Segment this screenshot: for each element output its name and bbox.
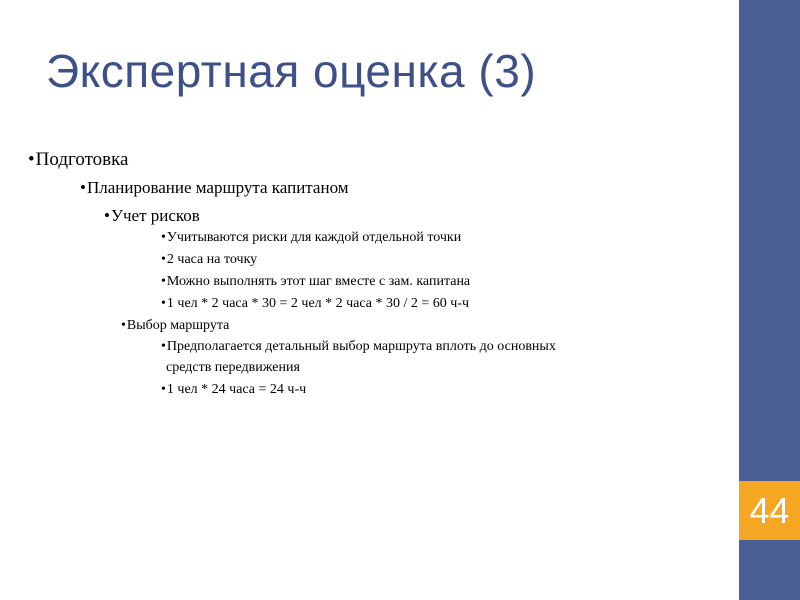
bullet-text: 1 чел * 2 часа * 30 = 2 чел * 2 часа * 30 / 2 = 60 ч-ч bbox=[166, 296, 470, 311]
bullet-route-planning bbox=[80, 178, 349, 198]
bullet-detailed-choice-continuation: средств передвижения bbox=[166, 360, 300, 375]
bullet-dot: • bbox=[104, 206, 110, 225]
bullet-text: Можно выполнять этот шаг вместе с зам. капитана bbox=[166, 274, 471, 289]
bullet-dot: • bbox=[80, 178, 86, 197]
bullet-dot: • bbox=[161, 252, 166, 267]
bullet-dot: • bbox=[121, 318, 126, 333]
bullet-dot: • bbox=[161, 296, 166, 311]
bullet-two-hours bbox=[161, 252, 257, 268]
slide-title: Экспертная оценка (3) bbox=[46, 45, 537, 97]
bullet-preparation bbox=[28, 149, 128, 171]
page-number-badge: 44 bbox=[739, 481, 800, 540]
bullet-dot: • bbox=[161, 382, 166, 397]
bullet-text: Учет рисков bbox=[110, 206, 200, 225]
bullet-detailed-choice bbox=[161, 339, 556, 355]
bullet-dot: • bbox=[161, 230, 166, 245]
bullet-dot: • bbox=[161, 274, 166, 289]
bullet-risk-accounting bbox=[104, 206, 200, 226]
bullet-text: Учитываются риски для каждой отдельной точки bbox=[166, 230, 462, 245]
bullet-text: Подготовка bbox=[35, 149, 129, 170]
bullet-text: Предполагается детальный выбор маршрута вплоть до основных bbox=[166, 339, 556, 354]
bullet-text: 1 чел * 24 часа = 24 ч-ч bbox=[166, 382, 307, 397]
bullet-dot: • bbox=[161, 339, 166, 354]
bullet-text: 2 часа на точку bbox=[166, 252, 258, 267]
bullet-calc-risk bbox=[161, 296, 469, 312]
bullet-with-deputy bbox=[161, 274, 470, 290]
bullet-text: Планирование маршрута капитаном bbox=[86, 178, 349, 197]
bullet-text: Выбор маршрута bbox=[126, 318, 230, 333]
bullet-dot: • bbox=[28, 149, 35, 170]
bullet-route-choice bbox=[121, 318, 229, 334]
bullet-calc-route bbox=[161, 382, 306, 398]
bullet-risk-each-point bbox=[161, 230, 461, 246]
